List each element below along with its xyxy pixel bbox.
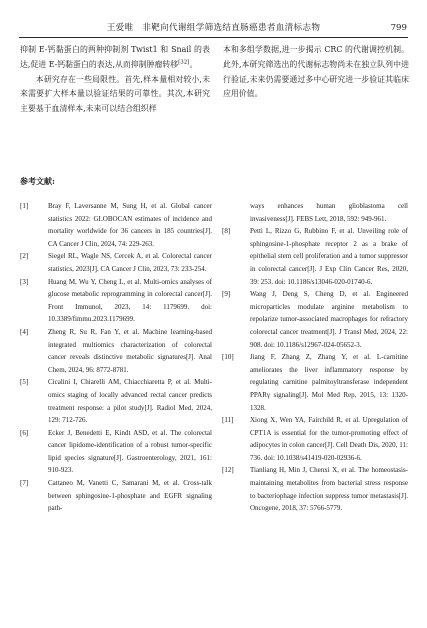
references-right-column (222, 200, 408, 515)
reference-text: Wang J, Deng S, Cheng D, et al. Engineered microparticles modulate arginine metabolism to repolarize tumor-associated macrophages for refractory colorectal cancer treatment[J]. J Transl Med, 2024, 22: 908. doi: 10.1186/s12967-024-05652-3. (250, 290, 408, 349)
body-text-right-column (223, 43, 409, 102)
reference-text: Jiang F, Zhang Z, Zhang Y, et al. L-carnitine ameliorates the liver inflammatory response by regulating carnitine palmitoyltransferase independent PPARγ signaling[J]. Mol Med Rep, 2015, 13: 1320-1328. (250, 353, 408, 412)
reference-number: [4] (20, 327, 29, 336)
reference-text: Siegel RL, Wagle NS, Cercek A, et al. Colorectal cancer statistics, 2023[J]. CA Cancer J Clin, 2023, 73: 233-254. (48, 252, 212, 273)
reference-number: [8] (222, 227, 231, 236)
body-paragraph: 本研究存在一些局限性。首先,样本量相对较小,未来需要扩大样本量以验证结果的可靠性。其次,本研究主要基于血清样本,未来可以结合组织样 (20, 74, 210, 114)
header-rule (19, 37, 408, 38)
reference-item (20, 427, 212, 477)
reference-item (20, 326, 212, 376)
reference-number: [7] (20, 479, 29, 488)
reference-item (20, 200, 212, 250)
reference-item (222, 351, 408, 414)
reference-number: [1] (20, 202, 29, 210)
reference-text: Cattaneo M, Vanetti C, Samarani M, et al. Cross-talk between sphingosine-1-phosphate and EGFR signaling path- (48, 479, 212, 513)
reference-text: Huang M, Wu Y, Cheng L, et al. Multi-omics analyses of glucose metabolic reprogramming in colorectal cancer[J]. Front Immunol, 2023, 14: 1179699. doi: 10.3389/fimmu.2023.1179699. (48, 277, 212, 324)
reference-number: [12] (222, 466, 234, 475)
reference-item (222, 414, 408, 464)
citation-superscript: [32] (178, 59, 190, 66)
reference-number: [10] (222, 353, 234, 362)
reference-continuation: ways enhances human glioblastoma cell invasiveness[J]. FEBS Lett, 2018, 592: 949-961. (250, 202, 408, 223)
reference-item (20, 276, 212, 326)
reference-number: [6] (20, 428, 29, 437)
reference-item (222, 464, 408, 514)
reference-text: Ecker J, Benedetti E, Kindt ASD, et al. The colorectal cancer lipidome-identification of a robust tumor-specific lipid species signature[J]. Gastroenterology, 2021, 161: 910-923. (48, 428, 212, 475)
reference-item (222, 225, 408, 288)
reference-number: [11] (222, 416, 234, 425)
reference-text: Petti L, Rizzo G, Rubbino F, et al. Unveiling role of sphingosine-1-phosphate receptor 2 as a brake of epithelial stem cell proliferation and a tumor suppressor in colorectal cancer[J]. J Exp Clin Cancer Res, 2020, 39: 253. doi: 10.1186/s13046-020-01740-6. (250, 227, 408, 286)
reference-item (222, 288, 408, 351)
reference-number: [5] (20, 378, 29, 387)
running-title: 王爱唯 非靶向代谢组学筛选结直肠癌患者血清标志物 (106, 23, 321, 33)
reference-text: Cicalini I, Chiarelli AM, Chiacchiaretta P, et al. Multi-omics staging of locally advanced rectal cancer predicts treatment response: a pilot study[J]. Radiol Med, 2024, 129: 712-726. (48, 378, 212, 425)
reference-text: Xiong X, Wen YA, Fairchild R, et al. Upregulation of CPT1A is essential for the tumor-promoting effect of adipocytes in colon cancer[J]. Cell Death Dis, 2020, 11: 736. doi: 10.1038/s41419-020-02936-6. (250, 416, 408, 462)
page-number: 799 (390, 23, 407, 33)
running-header (0, 22, 427, 36)
body-paragraph: 本和多组学数据,进一步揭示 CRC 的代谢调控机制。此外,本研究筛选出的代谢标志物尚未在独立队列中进行验证,未来仍需要通过多中心研究进一步验证其临床应用价值。 (223, 45, 409, 99)
reference-number: [3] (20, 277, 29, 286)
references-heading: 参考文献: (20, 176, 55, 186)
body-paragraph: 抑制 E-钙黏蛋白的两种抑制剂 Twist1 和 Snail 的表达,促进 E-钙黏蛋白的表达,从而抑制肿瘤转移[32]。 (20, 45, 210, 69)
reference-text: Tianliang H, Min J, Chenxi X, et al. The homeostasis-maintaining metabolites from bacterial stress response to bacteriophage infection suppress tumor metastasis[J]. Oncogene, 2018, 37: 5766-5779. (250, 466, 408, 513)
reference-item (20, 477, 212, 515)
reference-number: [9] (222, 290, 231, 299)
body-text-left-column (20, 43, 210, 117)
reference-item (20, 250, 212, 275)
reference-text: Bray F, Laversanne M, Sung H, et al. Global cancer statistics 2022: GLOBOCAN estimates of incidence and mortality worldwide for 36 cancers in 185 countries[J]. CA Cancer J Clin, 2024, 74: 229-263. (48, 202, 212, 248)
reference-text: Zheng R, Su R, Fan Y, et al. Machine learning-based integrated multiomics characterization of colorectal cancer reveals distinctive metabolic signatures[J]. Anal Chem, 2024, 96: 8772-8781. (48, 327, 212, 374)
references-left-column (20, 200, 212, 515)
reference-item (20, 376, 212, 426)
reference-number: [2] (20, 252, 29, 261)
